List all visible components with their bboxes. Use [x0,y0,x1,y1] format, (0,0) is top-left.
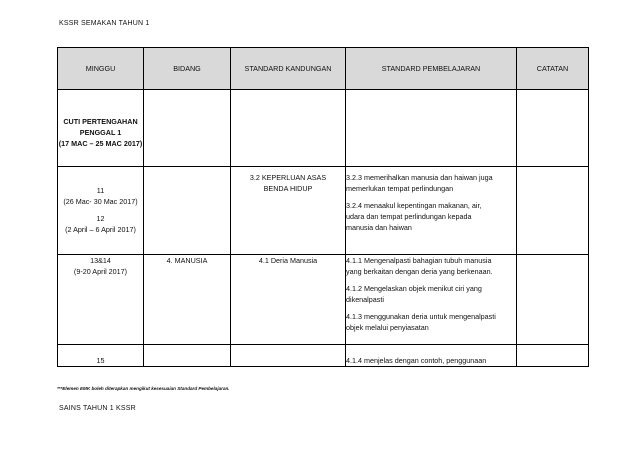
table-row-15 [58,345,589,367]
week-11-date: (26 Mac- 30 Mac 2017) [63,197,138,206]
table-row-11-12 [58,167,589,255]
cell-sp [346,167,517,255]
cuti-line1: CUTI PERTENGAHAN [63,117,138,126]
cell-bidang [144,345,231,367]
col-bidang: BIDANG [144,48,231,90]
cell-bidang [144,90,231,167]
cell-minggu [58,90,144,167]
week-12: 12 [96,214,105,223]
cuti-line2: PENGGAL 1 [79,128,122,137]
cell-sp [346,345,517,367]
page-footer: SAINS TAHUN 1 KSSR [59,405,136,412]
cell-catatan [517,255,589,345]
emk-note: ***Elemen EMK boleh diterapkan mengikut kesesuaian Standard Pembelajaran. [57,386,230,391]
cell-sk [231,90,346,167]
sp-3-2-4: 3.2.4 menaakul kepentingan makanan, air, udara dan tempat perlindungan kepada manusia dan haiwan [346,201,482,232]
cell-minggu [58,167,144,255]
week-13-14: 13&14 [90,256,111,265]
cell-catatan [517,167,589,255]
cell-bidang: 4. MANUSIA [144,255,231,345]
col-catatan: CATATAN [517,48,589,90]
sp-4-1-3: 4.1.3 menggunakan deria untuk mengenalpasti objek melalui penyiasatan [346,312,496,332]
lesson-plan-table [57,47,589,367]
page-header: KSSR SEMAKAN TAHUN 1 [59,20,150,27]
cuti-line3: (17 MAC – 25 MAC 2017) [58,139,143,148]
week-13-14-date: (9-20 April 2017) [73,267,128,276]
cell-sp [346,255,517,345]
cell-bidang [144,167,231,255]
table-row-cuti [58,90,589,167]
header-row [58,48,589,90]
sp-4-1-1: 4.1.1 Mengenalpasti bahagian tubuh manusia yang berkaitan dengan deria yang berkenaan. [346,256,493,276]
cell-sk [231,345,346,367]
week-11: 11 [96,186,105,195]
sp-3-2-3: 3.2.3 memerihalkan manusia dan haiwan juga memerlukan tempat perlindungan [346,173,493,193]
sk-line1: 3.2 KEPERLUAN ASAS [249,173,327,182]
cell-sp [346,90,517,167]
week-15: 15 [96,356,105,365]
cell-sk: 4.1 Deria Manusia [231,255,346,345]
sp-4-1-2: 4.1.2 Mengelaskan objek menikut ciri yang dikenalpasti [346,284,482,304]
sk-line2: BENDA HIDUP [263,184,313,193]
sp-4-1-4: 4.1.4 menjelas dengan contoh, penggunaan [346,356,487,365]
cell-catatan [517,345,589,367]
table-row-13-14 [58,255,589,345]
cell-minggu [58,255,144,345]
cell-minggu [58,345,144,367]
week-12-date: (2 April – 6 April 2017) [65,225,136,234]
cell-catatan [517,90,589,167]
col-standard-kandungan: STANDARD KANDUNGAN [231,48,346,90]
cell-sk [231,167,346,255]
col-minggu: MINGGU [58,48,144,90]
col-standard-pembelajaran: STANDARD PEMBELAJARAN [346,48,517,90]
